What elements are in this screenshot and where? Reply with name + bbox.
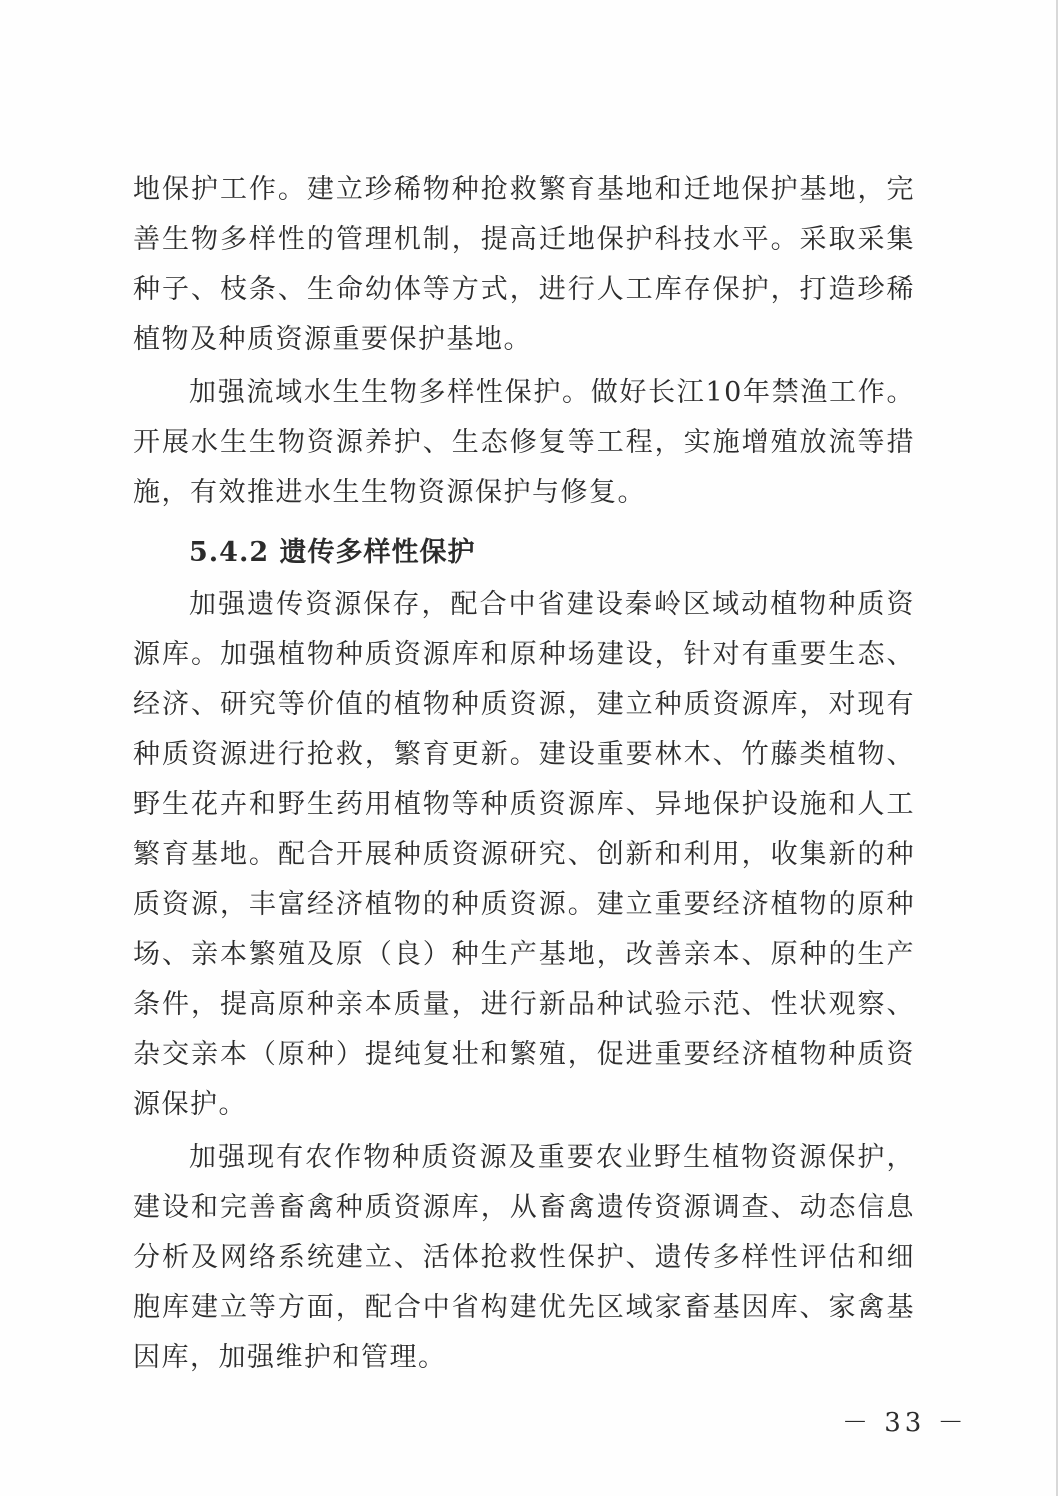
section-heading: 5.4.2 遗传多样性保护	[189, 537, 476, 568]
page-body	[133, 165, 915, 1383]
paragraph-livestock-resources: 加强现有农作物种质资源及重要农业野生植物资源保护，建设和完善畜禽种质资源库，从畜禽遗传资源调查、动态信息分析及网络系统建立、活体抢救性保护、遗传多样性评估和细胞库建立等方面，配合中省构建优先区域家畜基因库、家禽基因库，加强维护和管理。	[133, 1142, 915, 1373]
paragraph-genetic-resources: 加强遗传资源保存，配合中省建设秦岭区域动植物种质资源库。加强植物种质资源库和原种场建设，针对有重要生态、经济、研究等价值的植物种质资源，建立种质资源库，对现有种质资源进行抢救，繁育更新。建设重要林木、竹藤类植物、野生花卉和野生药用植物等种质资源库、异地保护设施和人工繁育基地。配合开展种质资源研究、创新和利用，收集新的种质资源，丰富经济植物的种质资源。建立重要经济植物的原种场、亲本繁殖及原（良）种生产基地，改善亲本、原种的生产条件，提高原种亲本质量，进行新品种试验示范、性状观察、杂交亲本（原种）提纯复壮和繁殖，促进重要经济植物种质资源保护。	[133, 589, 915, 1120]
paragraph-continued: 地保护工作。建立珍稀物种抢救繁育基地和迁地保护基地，完善生物多样性的管理机制，提高迁地保护科技水平。采取采集种子、枝条、生命幼体等方式，进行人工库存保护，打造珍稀植物及种质资源重要保护基地。	[133, 174, 915, 355]
paragraph-aquatic-biodiversity: 加强流域水生生物多样性保护。做好长江10年禁渔工作。开展水生生物资源养护、生态修复等工程，实施增殖放流等措施，有效推进水生生物资源保护与修复。	[133, 377, 915, 508]
page-number: － 33 －	[842, 1408, 968, 1438]
